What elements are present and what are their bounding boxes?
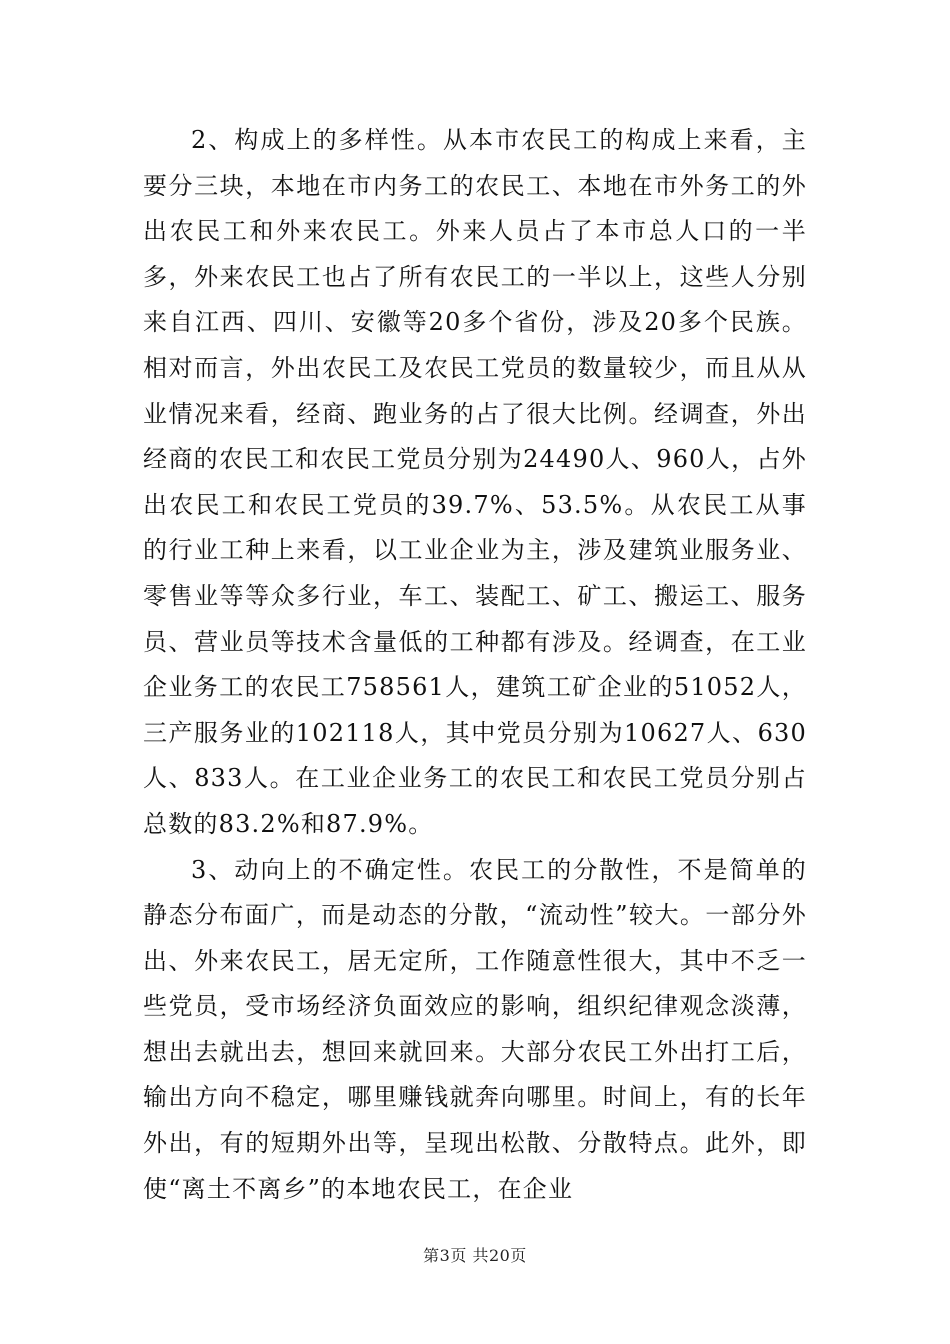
body-text [143, 118, 807, 1212]
page-footer: 第3页 共20页 [423, 1246, 527, 1265]
paragraph-movement-uncertainty: 3、动向上的不确定性。农民工的分散性，不是简单的静态分布面广，而是动态的分散，“流动性”较大。一部分外出、外来农民工，居无定所，工作随意性很大，其中不乏一些党员，受市场经济负面效应的影响，组织纪律观念淡薄，想出去就出去，想回来就回来。大部分农民工外出打工后，输出方向不稳定，哪里赚钱就奔向哪里。时间上，有的长年外出，有的短期外出等，呈现出松散、分散特点。此外，即使“离土不离乡”的本地农民工，在企业 [143, 855, 807, 1203]
paragraph-composition-diversity: 2、构成上的多样性。从本市农民工的构成上来看，主要分三块，本地在市内务工的农民工、本地在市外务工的外出农民工和外来农民工。外来人员占了本市总人口的一半多，外来农民工也占了所有农民工的一半以上，这些人分别来自江西、四川、安徽等20多个省份，涉及20多个民族。相对而言，外出农民工及农民工党员的数量较少，而且从从业情况来看，经商、跑业务的占了很大比例。经调查，外出经商的农民工和农民工党员分别为24490人、960人，占外出农民工和农民工党员的39.7%、53.5%。从农民工从事的行业工种上来看，以工业企业为主，涉及建筑业服务业、零售业等等众多行业，车工、装配工、矿工、搬运工、服务员、营业员等技术含量低的工种都有涉及。经调查，在工业企业务工的农民工758561人，建筑工矿企业的51052人，三产服务业的102118人，其中党员分别为10627人、630人、833人。在工业企业务工的农民工和农民工党员分别占总数的83.2%和87.9%。 [143, 126, 807, 838]
